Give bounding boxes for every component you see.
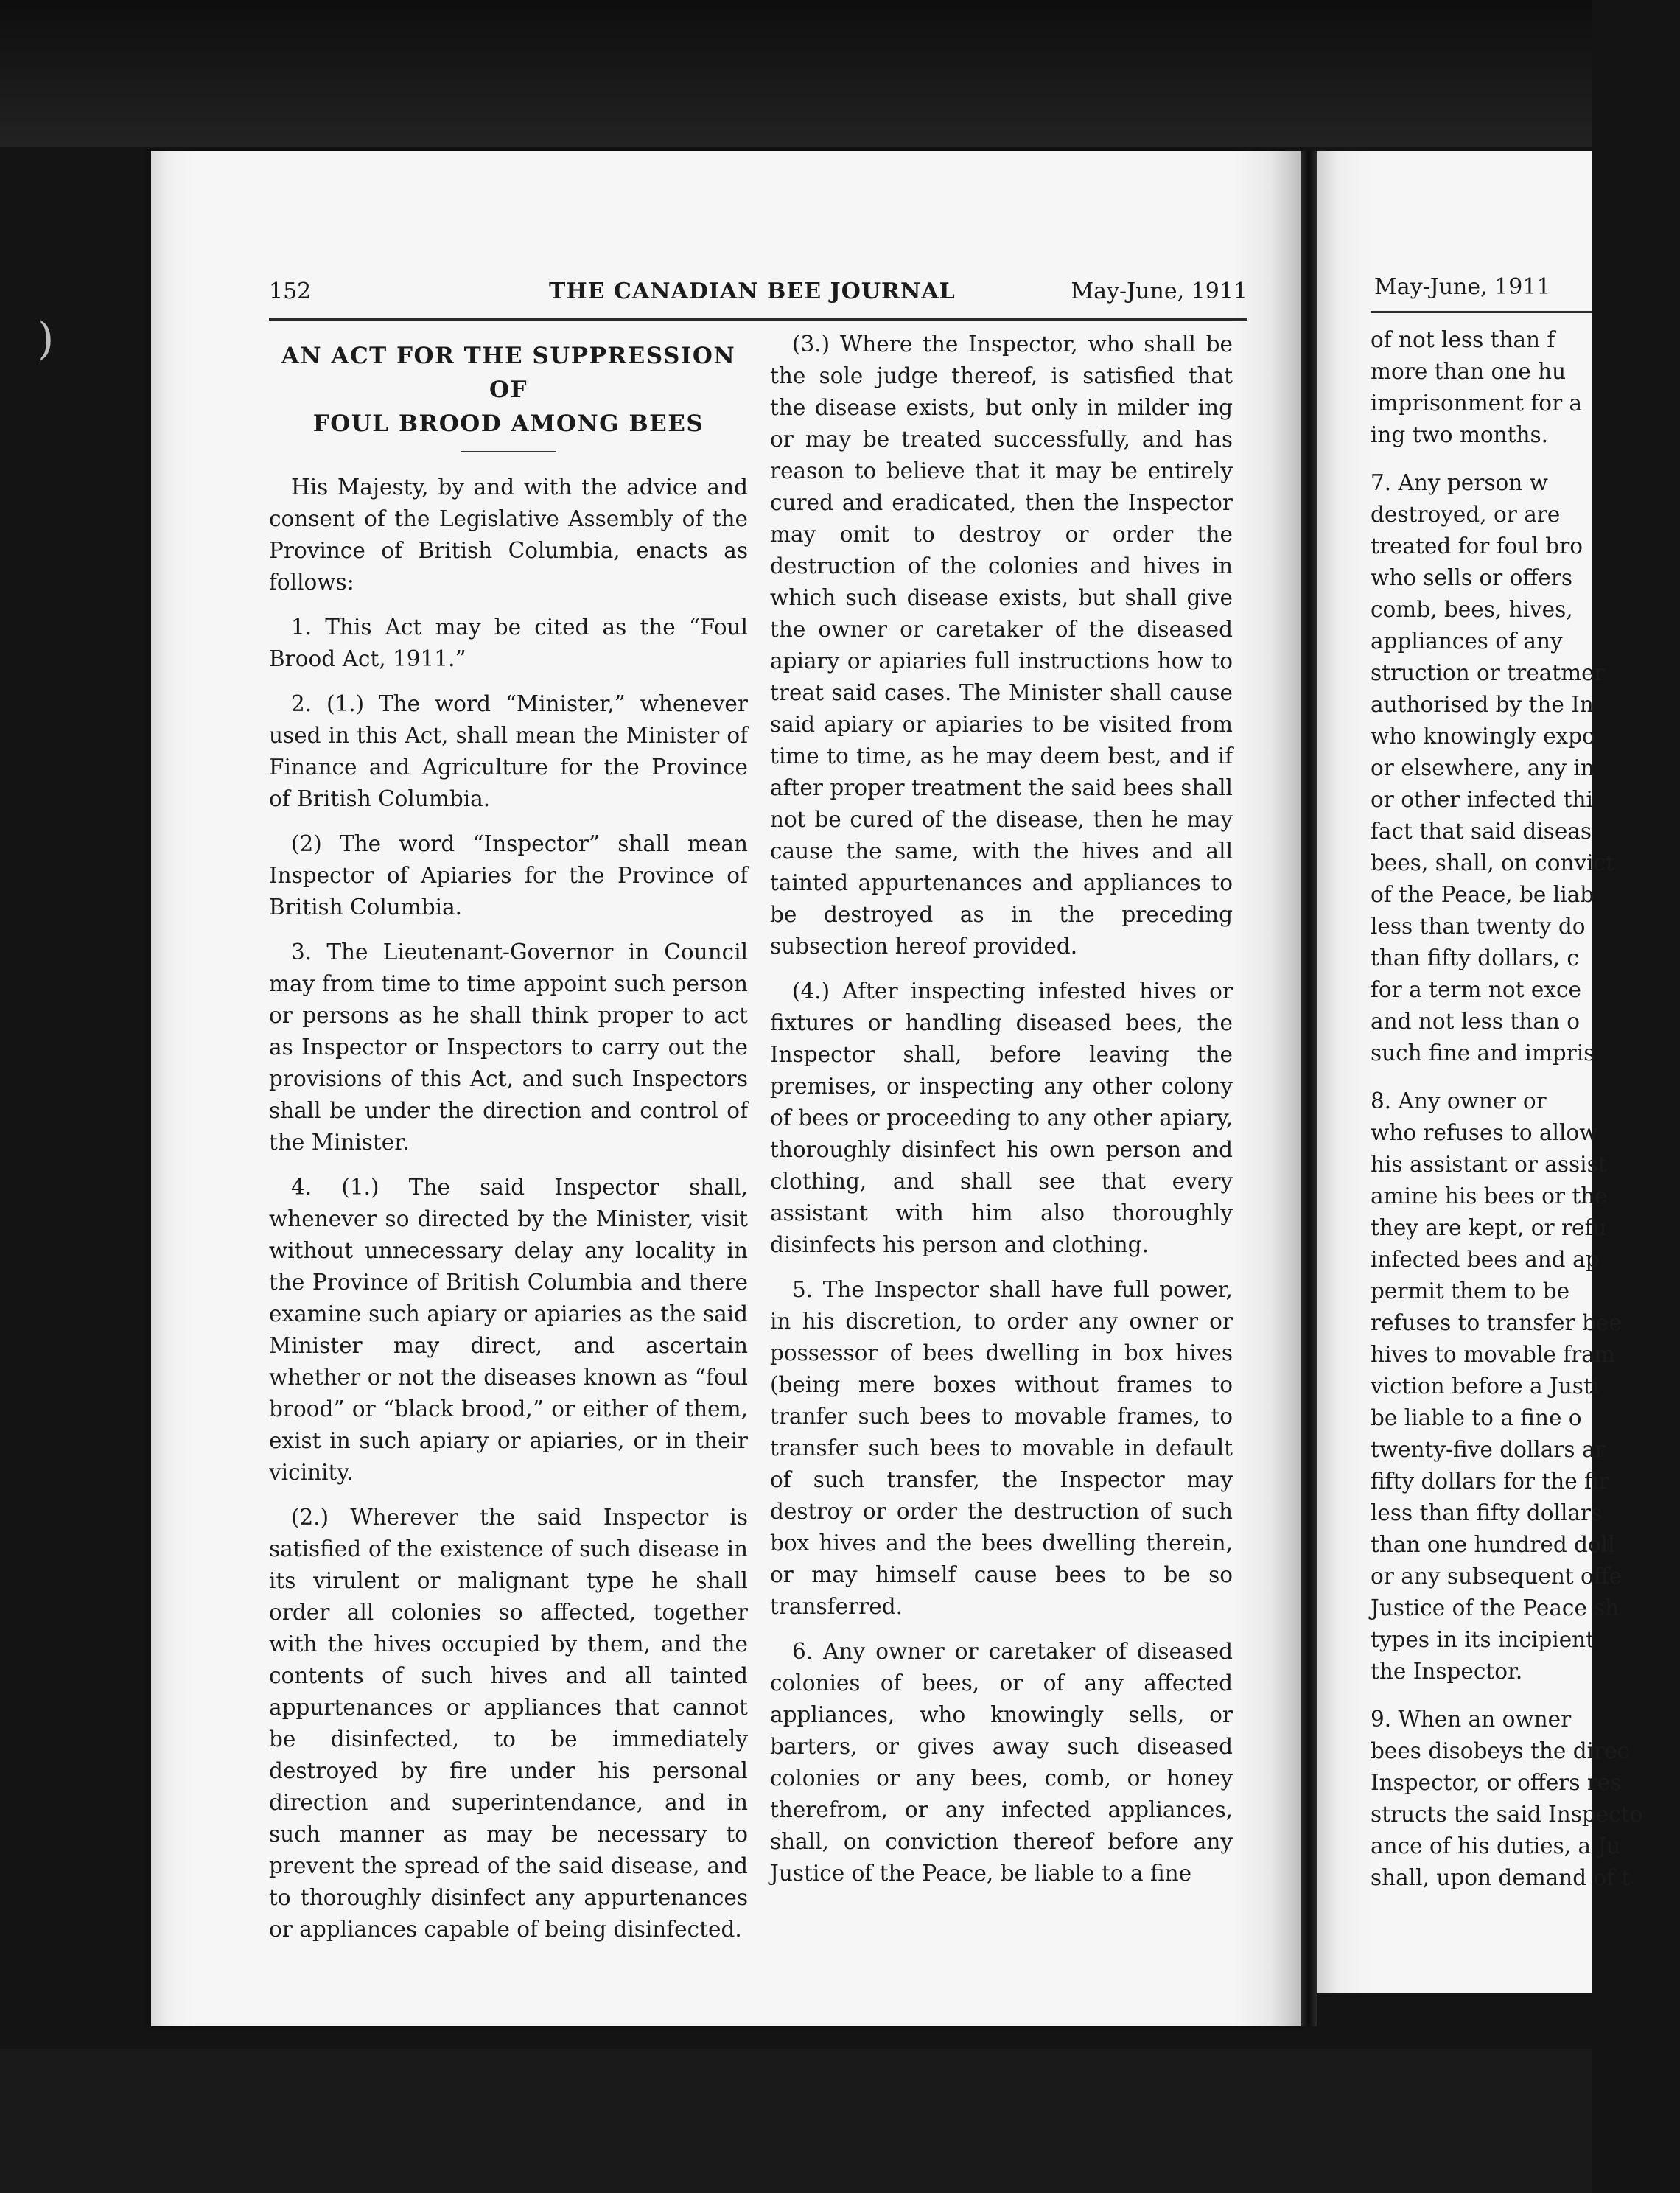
right-page-line: hives to movable fram [1371, 1342, 1615, 1367]
line-gap [1371, 451, 1680, 467]
right-page-line: who sells or offers [1371, 565, 1573, 590]
right-page-line: twenty-five dollars ar [1371, 1437, 1606, 1462]
right-page-line: imprisonment for a [1371, 391, 1583, 416]
paragraph-section-5: 5. The Inspector shall have full power, in his discretion, to order any owner or possessor of bees dwelling in box hives (being mere boxes without frames to tranfer such bees to movable frames, to transfer such bees to movable in default of such transfer, the Inspector may destroy or order the destruction of such box hives and the bees dwelling therein, or may himself cause bees to be so transferred. [770, 1277, 1233, 1619]
right-page-line: more than one hu [1371, 359, 1567, 384]
right-page-line: ance of his duties, a Ju [1371, 1833, 1621, 1858]
scan-backdrop-bottom [0, 2049, 1592, 2193]
right-page-column [1371, 324, 1680, 1894]
right-page-line: infected bees and ap [1371, 1247, 1600, 1272]
right-page-issue-date: May-June, 1911 [1374, 274, 1551, 300]
right-page-line: and not less than o [1371, 1009, 1580, 1034]
right-page-line: less than fifty dollars [1371, 1500, 1603, 1525]
right-page-line: who knowingly expo [1371, 724, 1595, 749]
right-page-line: refuses to transfer bee [1371, 1310, 1622, 1335]
right-page-line: authorised by the In [1371, 692, 1594, 717]
scan-artifact-mark: ) [37, 313, 55, 365]
right-page-line: comb, bees, hives, [1371, 597, 1573, 622]
paragraph-section-4-2: (2.) Wherever the said Inspector is satisfied of the existence of such disease in its virulent or malignant type he shall order all colonies so affected, together with the hives occupied by them, and the contents of such hives and all tainted appurtenances or appliances that cannot be disinfected, to be immediately destroyed by fire under his personal direction and superintendance, and in such manner as may be necessary to prevent the spread of the said disease, and to thoroughly disinfect any appurtenances or appliances capable of being disinfected. [269, 1505, 748, 1942]
line-gap [1371, 1687, 1680, 1704]
right-page-line: treated for foul bro [1371, 534, 1583, 559]
right-page-line: permit them to be [1371, 1279, 1570, 1304]
paragraph-section-4-1: 4. (1.) The said Inspector shall, whenever so directed by the Minister, visit without unnecessary delay any locality in the Province of British Columbia and there examine such apiary or apiaries as the said Minister may direct, and ascertain whether or not the diseases known as “foul brood” or “black brood,” or either of them, exist in such apiary or apiaries, or in their vicinity. [269, 1175, 748, 1485]
right-page-line: 8. Any owner or [1371, 1088, 1547, 1113]
right-page-header-rule [1371, 311, 1592, 313]
right-page-line: for a term not exce [1371, 977, 1581, 1002]
right-page-line: 9. When an owner [1371, 1707, 1572, 1732]
paragraph-section-3: 3. The Lieutenant-Governor in Council may from time to time appoint such person or persons as he shall think proper to act as Inspector or Inspectors to carry out the provisions of this Act, and such Inspectors shall be under the direction and control of the Minister. [269, 940, 748, 1155]
scan-backdrop-top [0, 0, 1592, 147]
page-number: 152 [269, 279, 312, 304]
right-page-line: bees, shall, on convict [1371, 850, 1614, 875]
right-page-line: than one hundred doll [1371, 1532, 1615, 1557]
title-divider [461, 451, 556, 452]
running-header [269, 279, 1247, 321]
right-page-line: of not less than f [1371, 327, 1555, 352]
right-page-line: or any subsequent offe [1371, 1564, 1623, 1589]
paragraph-section-2-2: (2) The word “Inspector” shall mean Inspector of Apiaries for the Province of British Columbia. [269, 831, 748, 920]
right-page-line: viction before a Justi [1371, 1374, 1600, 1399]
article-title [269, 339, 748, 441]
paragraph-section-1: 1. This Act may be cited as the “Foul Brood Act, 1911.” [269, 615, 748, 671]
right-page-line: be liable to a fine o [1371, 1405, 1582, 1430]
left-column [269, 339, 748, 1959]
right-page-line: than fifty dollars, c [1371, 945, 1579, 970]
right-page-line: ing two months. [1371, 422, 1549, 447]
line-gap [1371, 1069, 1680, 1085]
right-page-line: Justice of the Peace sh [1371, 1595, 1620, 1620]
paragraph-section-2-1: 2. (1.) The word “Minister,” whenever used in this Act, shall mean the Minister of Finance and Agriculture for the Province of British Columbia. [269, 691, 748, 811]
right-page-line: less than twenty do [1371, 914, 1586, 939]
right-page-line: 7. Any person w [1371, 470, 1548, 495]
right-page-line: of the Peace, be liab [1371, 882, 1595, 907]
middle-column [770, 329, 1233, 1903]
right-page-line: struction or treatmer [1371, 660, 1605, 685]
journal-title: THE CANADIAN BEE JOURNAL [549, 279, 956, 304]
right-page-line: fifty dollars for the fir [1371, 1469, 1609, 1494]
right-page-line: they are kept, or refu [1371, 1215, 1607, 1240]
right-page-line: types in its incipient [1371, 1627, 1595, 1652]
paragraph-section-6: 6. Any owner or caretaker of diseased colonies of bees, or of any affected appliances, who knowingly sells, or barters, or gives away such diseased colonies or any bees, comb, or honey therefrom, or any infected appliances, shall, on conviction thereof before any Justice of the Peace, be liable to a fine [770, 1639, 1233, 1886]
right-page-line: his assistant or assist [1371, 1152, 1607, 1177]
right-page-line: who refuses to allow [1371, 1120, 1598, 1145]
right-page-line: destroyed, or are [1371, 502, 1561, 527]
right-page-line: bees disobeys the direc [1371, 1738, 1630, 1763]
right-page-line: structs the said Inspecto [1371, 1802, 1643, 1827]
right-page-line: fact that said diseas [1371, 819, 1592, 844]
right-page-line: or other infected thi [1371, 787, 1593, 812]
book-gutter [1301, 151, 1317, 2026]
right-page-line: appliances of any [1371, 629, 1563, 654]
article-title-line-1: AN ACT FOR THE SUPPRESSION OF [281, 343, 736, 403]
paragraph-section-4-3: (3.) Where the Inspector, who shall be the sole judge thereof, is satisfied that the disease exists, but only in milder ing or may be treated successfully, and has reason to believe that it may be entirely cured and eradicated, then the Inspector may omit to destroy or order the destruction of the colonies and hives in which such disease exists, but shall give the owner or caretaker of the diseased apiary or apiaries full instructions how to treat said cases. The Minister shall cause said apiary or apiaries to be visited from time to time, as he may deem best, and if after proper treatment the said bees shall not be cured of the disease, then he may cause the same, with the hives and all tainted appurtenances and appliances to be destroyed as in the preceding subsection hereof provided. [770, 332, 1233, 959]
right-page-line: the Inspector. [1371, 1659, 1523, 1684]
right-page-line: Inspector, or offers res [1371, 1770, 1622, 1795]
right-page-line: or elsewhere, any in [1371, 755, 1595, 780]
paragraph-section-4-4: (4.) After inspecting infested hives or fixtures or handling diseased bees, the Inspector shall, before leaving the premises, or inspecting any other colony of bees or proceeding to any other apiary, thoroughly disinfect his own person and clothing, and shall see that every assistant with him also thoroughly disinfects his person and clothing. [770, 979, 1233, 1257]
right-page-line: shall, upon demand of t [1371, 1865, 1631, 1890]
right-page-line: amine his bees or the [1371, 1183, 1608, 1209]
issue-date: May-June, 1911 [1071, 279, 1247, 304]
article-title-line-2: FOUL BROOD AMONG BEES [312, 410, 704, 437]
right-page-line: such fine and impris [1371, 1040, 1595, 1066]
paragraph-preamble: His Majesty, by and with the advice and consent of the Legislative Assembly of the Province of British Columbia, enacts as follows: [269, 475, 748, 595]
